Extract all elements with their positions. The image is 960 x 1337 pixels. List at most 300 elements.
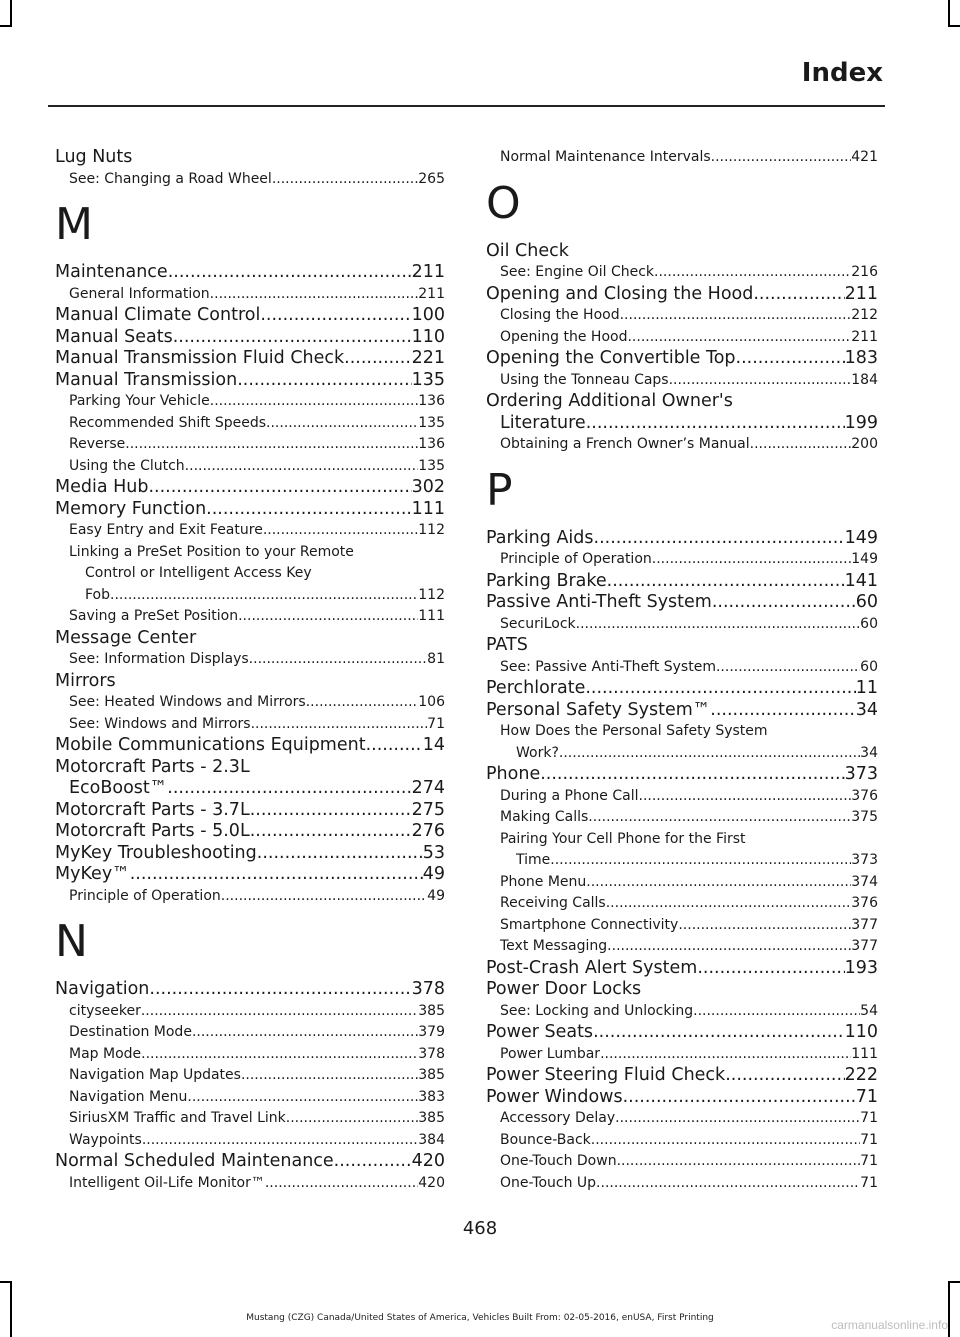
entry-group [486,872,878,1195]
page-ref[interactable]: 374 [851,873,878,890]
dot-leader [615,1108,860,1130]
index-subentry[interactable] [55,692,445,714]
index-subentry[interactable] [55,434,445,456]
entry-text: cityseeker [69,1002,141,1019]
page-ref[interactable]: 378 [411,979,445,999]
dot-leader [250,821,412,843]
page-ref[interactable]: 54 [860,1002,878,1019]
index-subentry[interactable] [55,456,445,478]
entry-text: Saving a PreSet Position [69,608,239,624]
index-entry[interactable] [55,262,445,284]
dot-leader [588,807,851,829]
index-subentry[interactable] [486,305,878,327]
entry-group [486,764,878,829]
index-subentry[interactable] [486,614,878,636]
index-subentry[interactable] [486,786,878,808]
page-ref[interactable]: 71 [860,1174,878,1191]
dot-leader [607,571,845,593]
dot-leader [263,520,418,542]
entry-text: Motorcraft Parts - 5.0L [55,821,250,841]
index-subentry[interactable] [486,1173,878,1195]
entry-line [486,413,878,435]
dot-leader [606,893,852,915]
entry-text: One-Touch Down [500,1153,617,1169]
index-entry[interactable] [55,348,445,370]
page-ref[interactable]: 383 [418,1088,445,1105]
entry-text: Phone Menu [500,873,587,890]
dot-leader [250,800,412,822]
crop-mark [948,0,950,26]
entry-text: Linking a PreSet Position to your Remote [69,543,354,560]
page-ref[interactable]: 211 [411,262,445,282]
page-ref[interactable]: 376 [851,787,878,804]
page-ref[interactable]: 149 [851,551,878,567]
multiline-entry[interactable] [55,757,445,800]
dot-leader [716,657,860,679]
entry-text: Obtaining a French Owner’s Manual [500,436,750,452]
entry-text: Phone [486,764,541,784]
index-subentry[interactable] [55,1130,445,1152]
page-ref[interactable]: 276 [411,821,445,841]
index-entry[interactable] [486,1065,878,1087]
entry-text: See: Information Displays [69,651,249,667]
dot-leader [221,886,427,908]
page-ref[interactable]: 211 [844,283,878,304]
dot-leader [654,262,851,284]
page-ref[interactable]: 377 [851,938,878,954]
index-subentry[interactable] [55,1065,445,1087]
entry-line [55,585,445,607]
entry-group [486,528,878,722]
dot-leader [206,499,411,521]
page-ref[interactable]: 373 [851,852,878,868]
entry-group [486,147,878,169]
index-entry[interactable] [55,477,445,499]
index-subentry[interactable] [55,284,445,306]
entry-text: Opening the Hood [500,328,628,345]
entry-text: Power Seats [486,1022,594,1042]
index-subentry[interactable] [486,1044,878,1066]
entry-text: How Does the Personal Safety System [500,723,768,739]
page-ref[interactable]: 375 [851,809,878,825]
page-ref[interactable]: 136 [418,436,445,452]
entry-group [55,262,445,542]
page-ref[interactable]: 71 [860,1153,878,1169]
dot-leader [750,434,852,456]
page-ref[interactable]: 100 [411,305,445,325]
page-ref[interactable]: 222 [844,1065,878,1085]
page-ref[interactable]: 135 [418,457,445,474]
page-ref[interactable]: 71 [860,1131,878,1148]
entry-text: Control or Intelligent Access Key [85,565,312,581]
entry-text: Using the Tonneau Caps [500,371,669,388]
entry-text: Destination Mode [69,1024,192,1040]
page-ref[interactable]: 112 [418,522,445,538]
dot-leader [260,305,411,327]
entry-text: Manual Transmission [55,369,238,390]
entry-text: Parking Brake [486,570,607,591]
dot-leader [710,700,855,722]
page-ref[interactable]: 200 [851,436,878,452]
index-subentry[interactable] [486,434,878,456]
index-entry[interactable] [486,700,878,722]
dot-leader [550,850,851,872]
index-subentry[interactable] [486,549,878,571]
page-ref[interactable]: 183 [844,348,878,368]
dot-leader [639,786,852,808]
index-entry[interactable] [486,592,878,614]
page-ref[interactable]: 111 [851,1045,878,1062]
entry-text: Memory Function [55,498,207,519]
dot-leader [272,169,418,191]
index-entry[interactable] [55,864,445,886]
page-ref[interactable]: 378 [418,1045,445,1062]
index-subentry[interactable] [55,1022,445,1044]
index-heading: PATS [486,635,528,655]
entry-text: See: Passive Anti-Theft System [500,658,716,675]
page-ref[interactable]: 135 [411,369,445,390]
page-ref[interactable]: 71 [855,1086,878,1107]
index-subentry[interactable] [486,657,878,679]
dot-leader [187,1087,418,1109]
page-ref[interactable]: 149 [844,527,878,548]
dot-leader [697,958,844,980]
entry-text: Navigation Menu [69,1088,188,1105]
page-ref[interactable]: 377 [851,916,878,933]
crop-mark [948,1281,960,1283]
dot-leader [238,606,418,628]
dot-leader [711,147,852,169]
entry-text: EcoBoost™ [69,778,168,798]
dot-leader [251,714,428,736]
dot-leader [210,284,419,306]
index-entry[interactable] [55,800,445,822]
entry-text: Pairing Your Cell Phone for the First [500,830,746,847]
page-ref[interactable]: 420 [411,1151,445,1171]
dot-leader [586,413,845,435]
index-entry[interactable] [486,571,878,593]
multiline-entry[interactable] [486,829,878,872]
index-subentry[interactable] [55,886,445,908]
section-letter: M [55,199,93,250]
dot-leader [623,1087,856,1109]
dot-leader [620,305,852,327]
entry-text: Principle of Operation [500,551,652,567]
entry-text: Media Hub [55,477,149,497]
page-ref[interactable]: 211 [418,285,445,302]
dot-leader [173,327,412,349]
page-ref[interactable]: 106 [418,694,445,710]
page-ref[interactable]: 275 [411,799,445,820]
index-entry[interactable] [55,1151,445,1173]
index-entry[interactable] [55,821,445,843]
entry-text: Bounce-Back [500,1131,591,1148]
index-entry[interactable] [486,348,878,370]
index-subentry[interactable] [486,327,878,349]
entry-text: Accessory Delay [500,1110,616,1126]
index-entry[interactable] [55,735,445,757]
dot-leader [617,1151,861,1173]
page-ref[interactable]: 14 [422,735,445,755]
entry-text: Personal Safety System™ [486,699,711,720]
page-ref[interactable]: 34 [855,699,878,720]
page-ref[interactable]: 274 [411,778,445,798]
dot-leader [192,1022,418,1044]
multiline-entry[interactable] [486,391,878,434]
entry-text: Opening the Convertible Top [486,348,736,368]
page-ref[interactable]: 212 [851,307,878,323]
page-ref[interactable]: 221 [411,348,445,368]
index-subentry[interactable] [486,807,878,829]
dot-leader [596,1173,860,1195]
page-ref[interactable]: 384 [418,1131,445,1148]
index-subentry[interactable] [55,391,445,413]
page-ref[interactable]: 302 [411,477,445,497]
page-ref[interactable]: 199 [844,412,878,433]
page-ref[interactable]: 141 [844,570,878,591]
index-subentry[interactable] [486,1001,878,1023]
dot-leader [594,528,845,550]
index-subentry[interactable] [55,1001,445,1023]
entry-text: Manual Transmission Fluid Check [55,348,345,368]
page-ref[interactable]: 49 [422,864,445,884]
dot-leader [110,585,418,607]
index-heading: Mirrors [55,670,116,691]
page-ref[interactable]: 385 [418,1002,445,1019]
entry-text: MyKey Troubleshooting [55,842,257,863]
dot-leader [142,1130,418,1152]
index-entry[interactable] [486,958,878,980]
page-number: 468 [462,1218,498,1239]
entry-text: Intelligent Oil-Life Monitor™ [69,1174,265,1191]
entry-text: Smartphone Connectivity [500,916,679,933]
index-subentry[interactable] [486,1108,878,1130]
entry-text: Ordering Additional Owner's [486,391,733,411]
dot-leader [652,549,852,571]
index-subentry[interactable] [55,413,445,435]
page-ref[interactable]: 421 [851,149,878,165]
index-subentry[interactable] [55,1173,445,1195]
page-ref[interactable]: 211 [851,328,878,345]
entry-text: Text Messaging [500,938,608,954]
section-letter: N [55,916,88,967]
dot-leader [286,1108,419,1130]
dot-leader [249,649,428,671]
index-subentry[interactable] [55,714,445,736]
index-entry[interactable] [486,764,878,786]
page-ref[interactable]: 111 [418,608,445,624]
page-ref[interactable]: 373 [844,764,878,784]
entry-line [486,850,878,872]
entry-text: Post-Crash Alert System [486,957,698,978]
index-column-left [55,147,445,1194]
entry-text: Parking Your Vehicle [69,393,210,409]
index-subentry[interactable] [486,872,878,894]
entry-line [486,743,878,765]
entry-text: Easy Entry and Exit Feature [69,522,263,538]
index-entry[interactable] [55,327,445,349]
index-subentry[interactable] [486,262,878,284]
index-entry[interactable] [55,305,445,327]
page-ref[interactable]: 376 [851,895,878,911]
crop-mark [10,0,12,26]
entry-text: Power Steering Fluid Check [486,1065,726,1085]
crop-mark [948,25,960,27]
dot-leader [576,614,861,636]
dot-leader [306,692,419,714]
dot-leader [736,348,845,370]
page-ref[interactable]: 385 [418,1067,445,1083]
entry-text: Normal Maintenance Intervals [500,149,711,165]
dot-leader [712,592,856,614]
dot-leader [125,434,418,456]
watermark: carmanualsonline.info [831,1318,948,1332]
entry-text: Power Lumbar [500,1045,601,1062]
section-letter: P [486,464,513,516]
page-ref[interactable]: 379 [418,1024,445,1040]
index-entry[interactable] [486,284,878,306]
page-ref[interactable]: 112 [418,586,445,603]
page-ref[interactable]: 193 [844,957,878,978]
entry-text: Receiving Calls [500,895,606,911]
page-ref[interactable]: 111 [411,498,445,519]
index-heading: Power Door Locks [486,979,642,999]
index-subentry[interactable] [55,1108,445,1130]
page-ref[interactable]: 81 [427,651,445,667]
dot-leader [130,864,423,886]
index-heading: Lug Nuts [55,147,133,167]
entry-text: Power Windows [486,1086,623,1107]
entry-group [55,147,445,190]
index-subentry[interactable] [486,147,878,169]
entry-text: Mobile Communications Equipment [55,735,366,755]
index-column-right [486,147,878,1194]
dot-leader [600,1044,851,1066]
entry-text: Navigation [55,979,150,999]
index-subentry[interactable] [486,1151,878,1173]
index-subentry[interactable] [486,1130,878,1152]
index-subentry[interactable] [55,1087,445,1109]
multiline-entry[interactable] [55,542,445,607]
entry-text: Motorcraft Parts - 3.7L [55,799,250,820]
index-entry[interactable] [55,843,445,865]
index-entry[interactable] [55,979,445,1001]
crop-mark [0,25,12,27]
dot-leader [257,843,423,865]
page-ref[interactable]: 135 [418,414,445,431]
entry-text: Manual Climate Control [55,305,261,325]
dot-leader [265,1173,418,1195]
dot-leader [585,678,855,700]
entry-text: Passive Anti-Theft System [486,592,712,612]
index-entry[interactable] [55,499,445,521]
page-ref[interactable]: 53 [422,842,445,863]
dot-leader [168,262,412,284]
page-ref[interactable]: 71 [427,715,445,732]
page-ref[interactable]: 49 [427,887,445,904]
index-subentry[interactable] [486,936,878,958]
dot-leader [366,735,423,757]
dot-leader [334,1151,412,1173]
index-subentry[interactable] [486,893,878,915]
page-ref[interactable]: 265 [418,170,445,187]
crop-mark [0,1281,12,1283]
dot-leader [725,1065,844,1087]
page-ref[interactable]: 60 [860,615,878,632]
dot-leader [607,936,851,958]
page-ref[interactable]: 60 [855,592,878,612]
page-ref[interactable]: 34 [860,744,878,761]
page-ref[interactable]: 110 [411,326,445,347]
entry-text: Literature [500,412,586,433]
dot-leader [559,743,860,765]
dot-leader [669,370,852,392]
index-subentry[interactable] [55,1044,445,1066]
entry-text: Motorcraft Parts - 2.3L [55,756,250,777]
index-subentry[interactable] [55,649,445,671]
page-ref[interactable]: 11 [855,678,878,698]
entry-group [486,434,878,456]
index-heading: Message Center [55,627,197,648]
index-entry[interactable] [486,1022,878,1044]
page-ref[interactable]: 136 [418,393,445,409]
dot-leader [210,391,419,413]
dot-leader [627,327,851,349]
entry-text: Map Mode [69,1045,142,1062]
index-entry[interactable] [486,678,878,700]
dot-leader [149,979,411,1001]
page-ref[interactable]: 184 [851,371,878,388]
index-subentry[interactable] [486,370,878,392]
footer-text: Mustang (CZG) Canada/United States of America, Vehicles Built From: 02-05-2016, enUSA, First Printing [246,1313,714,1323]
index-subentry[interactable] [55,169,445,191]
crop-mark [10,1281,12,1337]
multiline-entry[interactable] [486,721,878,764]
entry-text: See: Locking and Unlocking [500,1002,694,1019]
entry-text: Fob [85,586,111,603]
index-subentry[interactable] [55,520,445,542]
entry-text: Principle of Operation [69,887,221,904]
page-ref[interactable]: 420 [418,1174,445,1191]
page-ref[interactable]: 60 [860,658,878,675]
entry-group [55,979,445,1194]
entry-text: MyKey™ [55,864,130,884]
dot-leader [678,915,851,937]
entry-group [55,606,445,757]
index-subentry[interactable] [55,606,445,628]
entry-text: Opening and Closing the Hood [486,283,754,304]
entry-text: Using the Clutch [69,457,185,474]
page-ref[interactable]: 71 [860,1110,878,1126]
index-entry[interactable] [486,528,878,550]
entry-text: See: Heated Windows and Mirrors [69,694,306,710]
entry-text: Normal Scheduled Maintenance [55,1151,334,1171]
index-entry[interactable] [486,1087,878,1109]
page-ref[interactable]: 110 [844,1022,878,1042]
index-heading: Oil Check [486,240,569,261]
entry-text: SecuriLock [500,615,576,632]
entry-text: One-Touch Up [500,1174,597,1191]
index-entry[interactable] [55,370,445,392]
dot-leader [185,456,419,478]
entry-line [55,778,445,800]
index-subentry[interactable] [486,915,878,937]
page-ref[interactable]: 216 [851,264,878,280]
entry-text: See: Engine Oil Check [500,264,655,280]
entry-text: Parking Aids [486,527,594,548]
entry-text: General Information [69,285,210,302]
page-ref[interactable]: 385 [418,1110,445,1126]
